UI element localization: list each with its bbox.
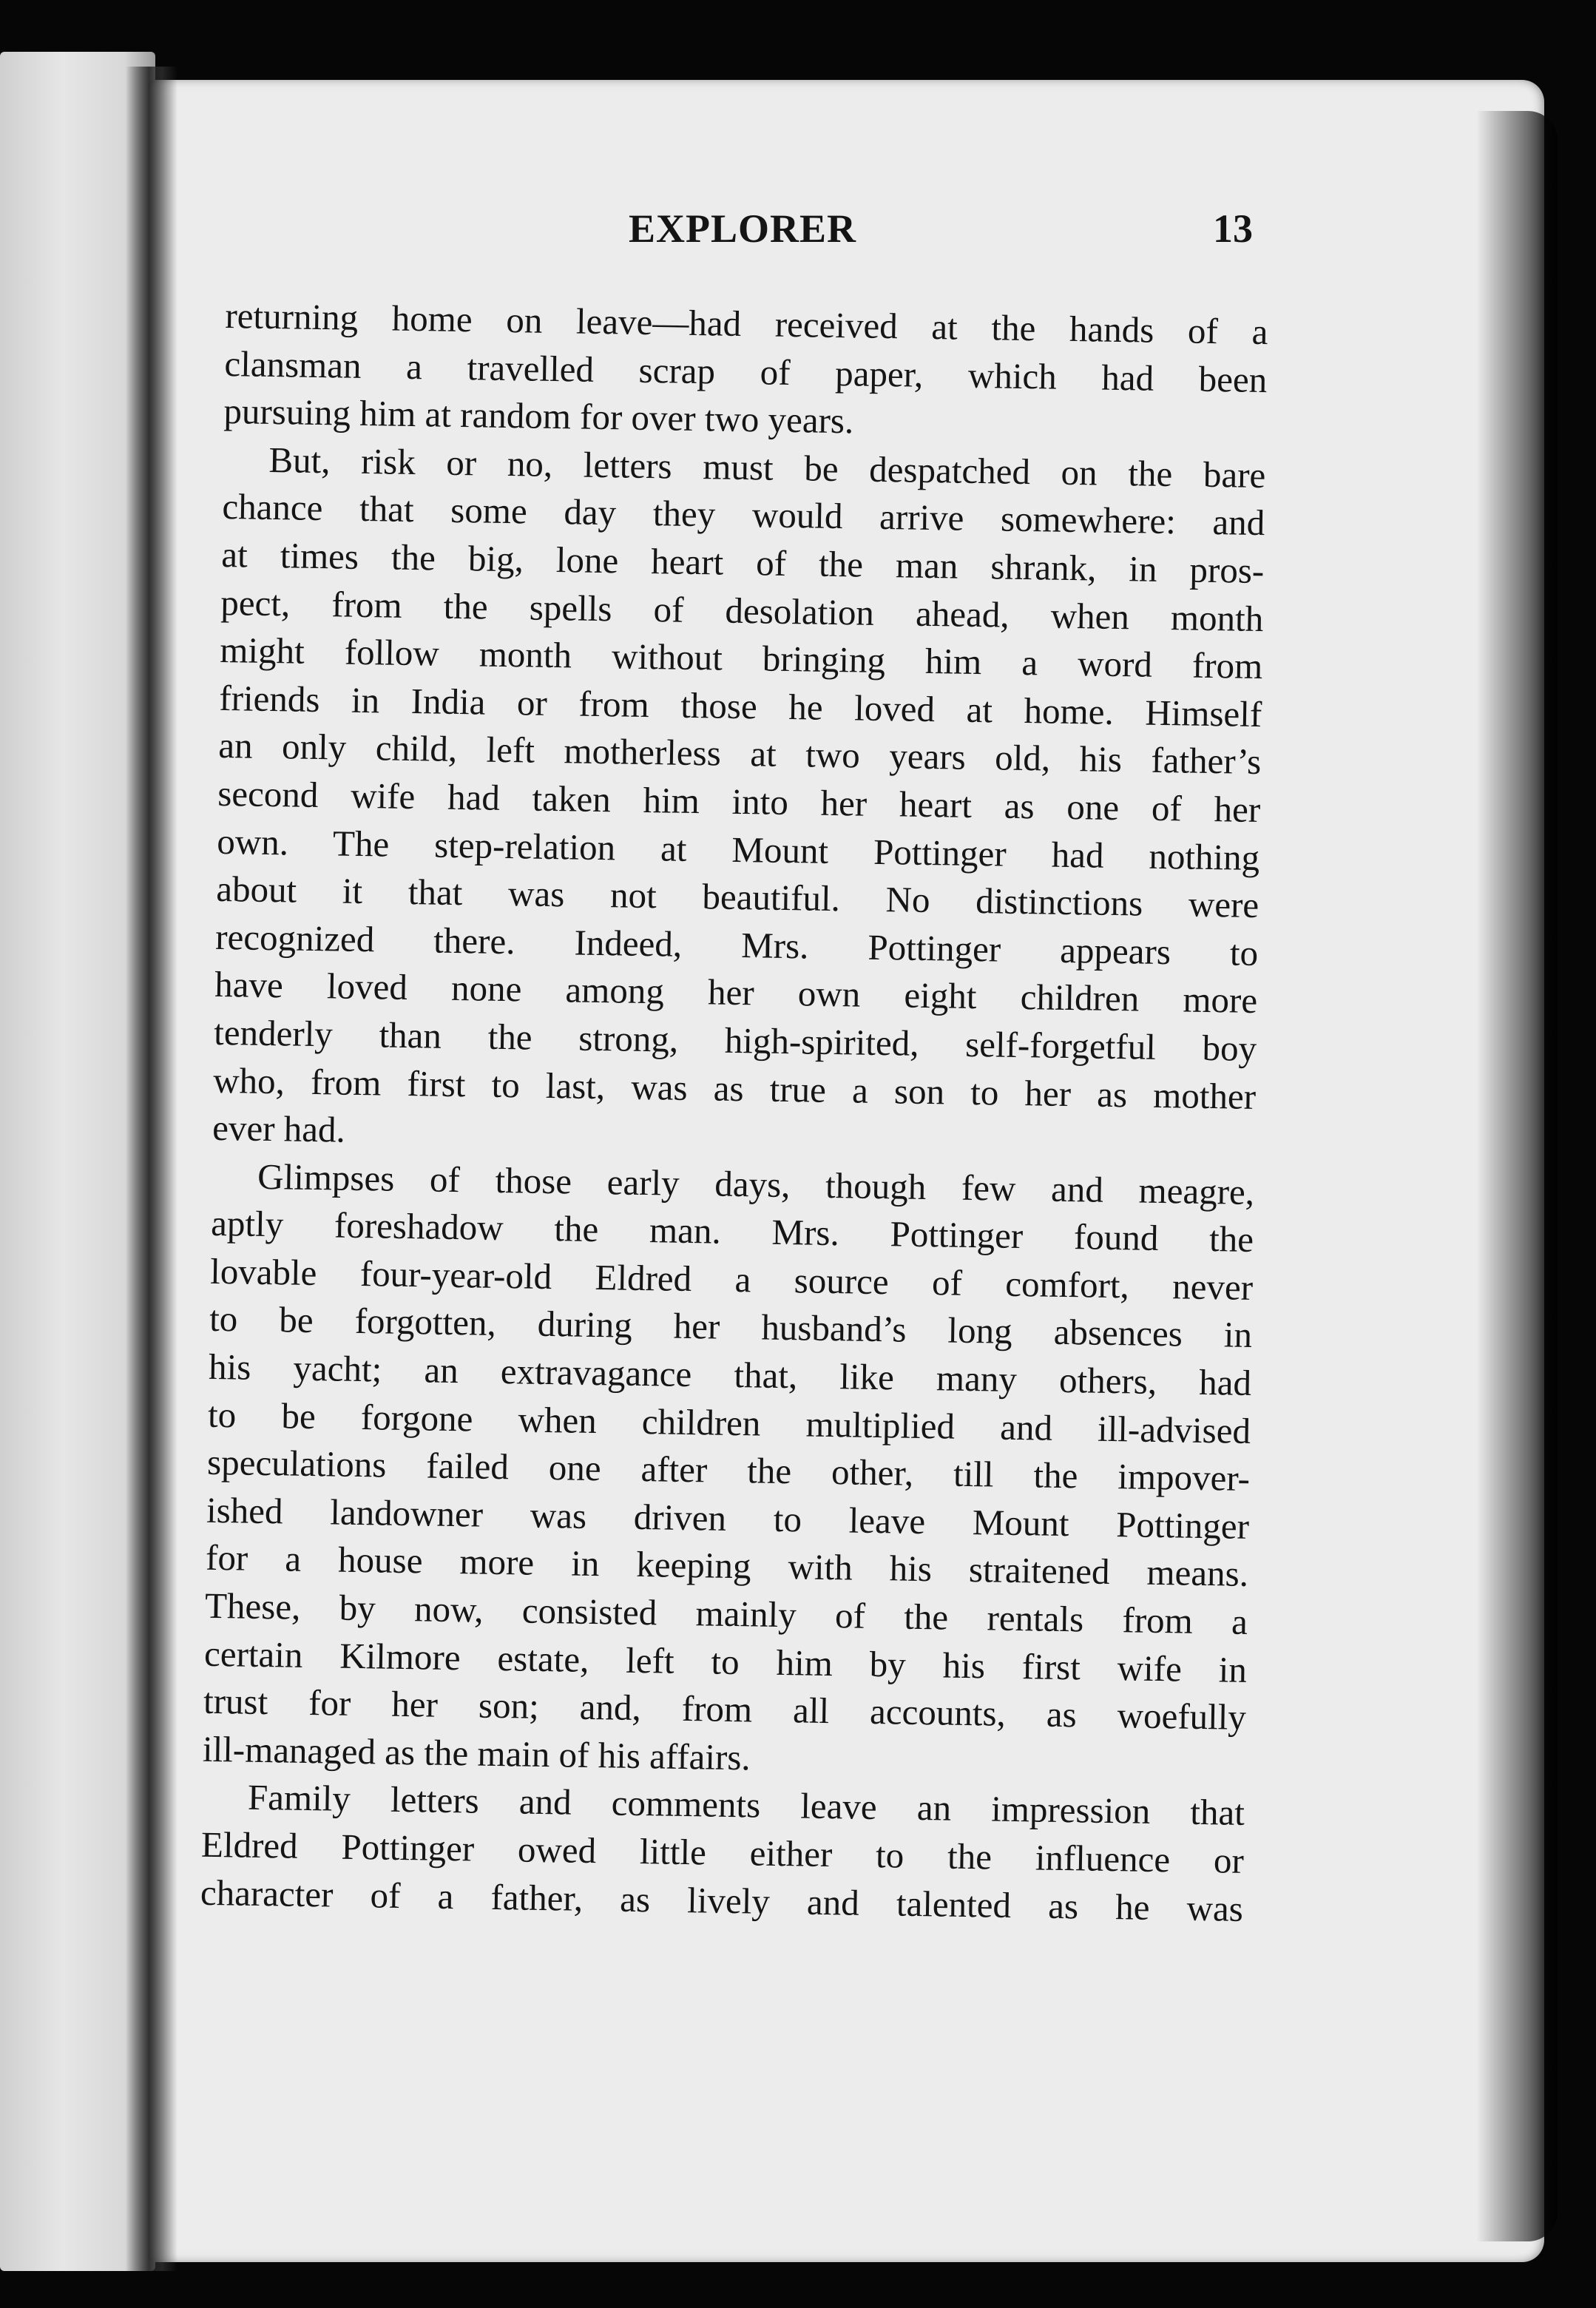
text-line: pursuing him at random for over two years. <box>223 391 854 442</box>
text-line: speculations failed one after the other, till the impover- <box>206 1442 1251 1499</box>
text-line: returning home on leave—had received at the hands of a <box>225 294 1268 353</box>
text-line: who, from first to last, was as true a son to her as mother <box>212 1059 1257 1117</box>
text-line: friends in India or from those he loved at home. Himself <box>218 677 1262 735</box>
text-line: at times the big, lone heart of the man shrank, in pros- <box>221 533 1265 592</box>
text-line: pect, from the spells of desolation ahead, when month <box>220 581 1264 639</box>
text-line: These, by now, consisted mainly of the rentals from a <box>204 1585 1248 1642</box>
text-line: recognized there. Indeed, Mrs. Pottinger appears to <box>214 916 1259 974</box>
text-line: second wife had taken him into her heart as one of her <box>217 772 1261 830</box>
text-line: certain Kilmore estate, left to him by his first wife in <box>203 1633 1248 1690</box>
body-text <box>200 292 1268 1933</box>
paragraph-first-line: But, risk or no, letters must be despatched on the bare <box>268 439 1266 496</box>
text-line: might follow month without bringing him a word from <box>219 630 1263 687</box>
text-line: have loved none among her own eight children more <box>214 964 1258 1022</box>
text-line: own. The step-relation at Mount Pottinger had nothing <box>216 820 1260 878</box>
text-line: chance that some day they would arrive somewhere: and <box>222 486 1265 544</box>
text-line: to be forgotten, during her husband’s long absences in <box>209 1298 1253 1356</box>
text-line: an only child, left motherless at two years old, his father’s <box>217 725 1262 783</box>
text-line: tenderly than the strong, high-spirited, self-forgetful boy <box>213 1011 1257 1069</box>
binding-gutter-shadow <box>126 67 177 2271</box>
running-head <box>0 206 1596 265</box>
text-line: clansman a travelled scrap of paper, which had been <box>224 343 1268 400</box>
text-line: character of a father, as lively and talented as he was <box>200 1872 1244 1929</box>
paragraph-first-line: Glimpses of those early days, though few and meagre, <box>257 1155 1255 1212</box>
text-line: for a house more in keeping with his straitened means. <box>205 1537 1249 1595</box>
page-edge-shadow <box>1476 111 1558 2241</box>
page-number: 13 <box>1213 206 1253 251</box>
text-line: to be forgone when children multiplied and ill-advised <box>207 1394 1251 1451</box>
text-line: ever had. <box>212 1107 346 1150</box>
text-line: Eldred Pottinger owed little either to the influence or <box>200 1823 1245 1881</box>
running-head-title: EXPLORER <box>629 206 857 251</box>
text-line: ished landowner was driven to leave Mount Pottinger <box>206 1489 1250 1547</box>
text-line: ill-managed as the main of his affairs. <box>202 1728 751 1778</box>
text-line: about it that was not beautiful. No distinctions were <box>215 868 1259 926</box>
paragraph-first-line: Family letters and comments leave an impression that <box>247 1777 1245 1834</box>
text-line: aptly foreshadow the man. Mrs. Pottinger found the <box>210 1203 1254 1261</box>
text-line: his yacht; an extravagance that, like many others, had <box>208 1346 1252 1404</box>
text-line: lovable four-year-old Eldred a source of comfort, never <box>209 1250 1254 1308</box>
text-line: trust for her son; and, from all accounts, as woefully <box>203 1680 1247 1738</box>
